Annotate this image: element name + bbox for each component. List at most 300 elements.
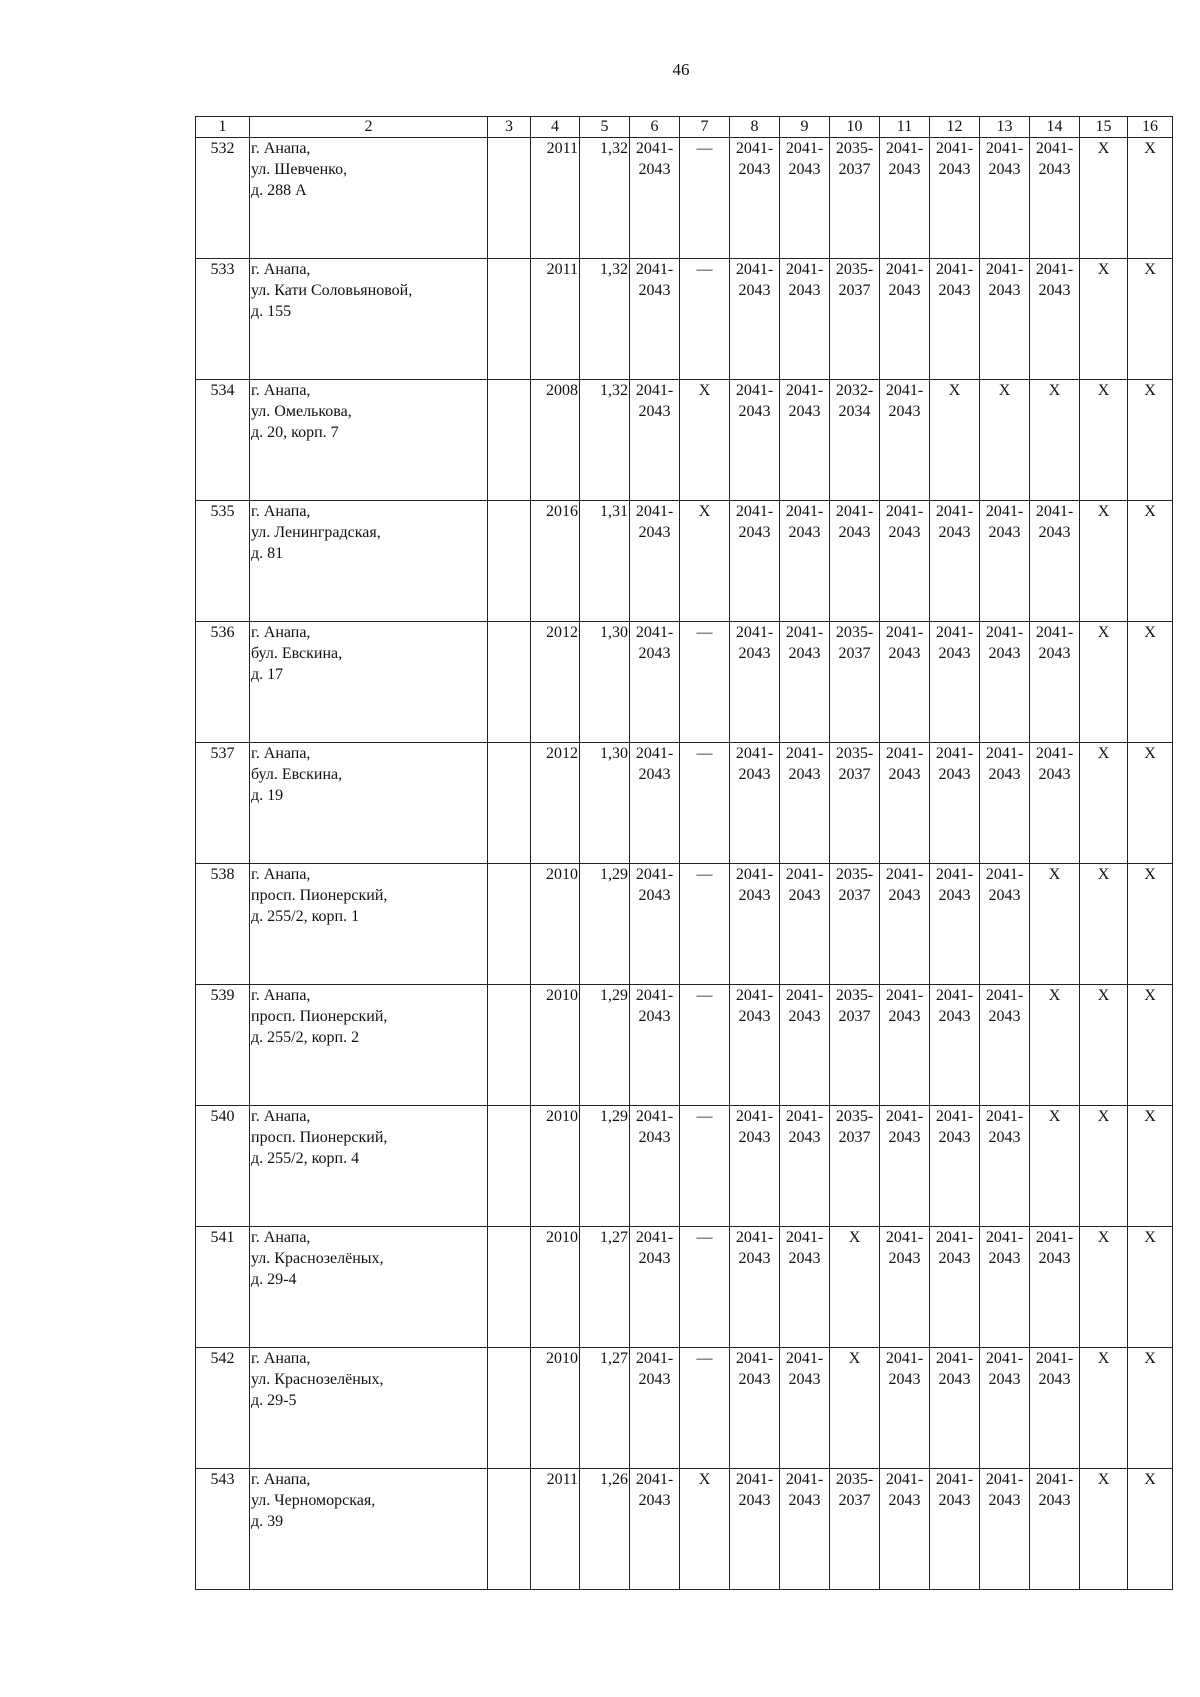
address-cell: [250, 259, 488, 380]
address-line: ул. Краснозелёных,: [251, 1250, 384, 1267]
range-end: 2043: [888, 403, 921, 420]
column-header: 10: [830, 117, 880, 138]
range-end: 2043: [938, 1250, 971, 1267]
range-end: 2043: [638, 524, 671, 541]
range-start: 2041-: [785, 1471, 824, 1488]
cell-col-6: [630, 501, 680, 622]
range-end: 2043: [738, 1371, 771, 1388]
range-end: 2043: [638, 1371, 671, 1388]
range-start: 2041-: [785, 1350, 824, 1367]
cell-col-7: —: [680, 138, 730, 259]
cell-col-7: X: [680, 1469, 730, 1590]
row-number: 540: [196, 1106, 250, 1227]
cell-col-14: X: [1030, 985, 1080, 1106]
range-start: 2041-: [885, 866, 924, 883]
cell-col-8: [730, 138, 780, 259]
column-header: 4: [531, 117, 580, 138]
range-end: 2043: [988, 1371, 1021, 1388]
cell-col-9: [780, 985, 830, 1106]
cell-col-5: 1,32: [580, 138, 630, 259]
cell-col-7: —: [680, 1106, 730, 1227]
range-start: 2032-: [835, 382, 874, 399]
range-start: 2041-: [635, 624, 674, 641]
range-start: 2041-: [935, 745, 974, 762]
range-start: 2035-: [835, 987, 874, 1004]
range-start: 2041-: [885, 1108, 924, 1125]
range-end: 2043: [638, 887, 671, 904]
column-header: 14: [1030, 117, 1080, 138]
register-table: [195, 116, 1173, 1590]
range-end: 2043: [888, 1250, 921, 1267]
table-row: [196, 622, 1173, 743]
cell-col-5: 1,26: [580, 1469, 630, 1590]
range-end: 2043: [638, 282, 671, 299]
range-end: 2043: [888, 1129, 921, 1146]
range-end: 2043: [1038, 645, 1071, 662]
range-end: 2043: [788, 645, 821, 662]
cell-col-11: [880, 864, 930, 985]
range-end: 2043: [738, 1250, 771, 1267]
cell-col-13: [980, 501, 1030, 622]
cell-col-4: 2010: [531, 985, 580, 1106]
range-start: 2041-: [785, 745, 824, 762]
range-start: 2035-: [835, 624, 874, 641]
cell-col-13: [980, 1227, 1030, 1348]
address-line: ул. Краснозелёных,: [251, 1371, 384, 1388]
cell-col-8: [730, 380, 780, 501]
address-line: ул. Омелькова,: [251, 403, 352, 420]
address-cell: [250, 622, 488, 743]
cell-col-13: [980, 259, 1030, 380]
range-start: 2041-: [785, 140, 824, 157]
row-number: 536: [196, 622, 250, 743]
range-end: 2043: [938, 766, 971, 783]
range-start: 2041-: [635, 1350, 674, 1367]
cell-col-14: [1030, 1348, 1080, 1469]
cell-col-6: [630, 1106, 680, 1227]
range-start: 2041-: [735, 140, 774, 157]
cell-col-15: X: [1080, 138, 1128, 259]
range-start: 2041-: [785, 503, 824, 520]
row-number: 541: [196, 1227, 250, 1348]
range-end: 2037: [838, 645, 871, 662]
address-line: г. Анапа,: [251, 1229, 311, 1246]
range-end: 2043: [1038, 766, 1071, 783]
cell-col-11: [880, 1469, 930, 1590]
row-number: 534: [196, 380, 250, 501]
range-end: 2043: [888, 524, 921, 541]
address-line: бул. Евскина,: [251, 645, 343, 662]
cell-col-3: [488, 985, 531, 1106]
cell-col-3: [488, 1348, 531, 1469]
range-end: 2043: [638, 645, 671, 662]
range-start: 2041-: [935, 866, 974, 883]
range-end: 2043: [1038, 1250, 1071, 1267]
cell-col-11: [880, 985, 930, 1106]
address-line: г. Анапа,: [251, 503, 311, 520]
range-start: 2041-: [1035, 1350, 1074, 1367]
range-start: 2041-: [635, 987, 674, 1004]
address-line: д. 29-5: [251, 1392, 297, 1409]
cell-col-3: [488, 1469, 531, 1590]
range-start: 2041-: [1035, 1471, 1074, 1488]
cell-col-6: [630, 985, 680, 1106]
range-start: 2041-: [885, 261, 924, 278]
range-start: 2041-: [785, 382, 824, 399]
address-line: г. Анапа,: [251, 140, 311, 157]
cell-col-3: [488, 743, 531, 864]
cell-col-9: [780, 501, 830, 622]
table-row: [196, 1469, 1173, 1590]
range-start: 2041-: [635, 745, 674, 762]
range-end: 2043: [738, 645, 771, 662]
range-end: 2043: [988, 645, 1021, 662]
cell-col-7: X: [680, 501, 730, 622]
range-start: 2041-: [835, 503, 874, 520]
range-start: 2041-: [1035, 1229, 1074, 1246]
range-end: 2043: [738, 1492, 771, 1509]
cell-col-3: [488, 622, 531, 743]
cell-col-14: [1030, 501, 1080, 622]
address-line: д. 255/2, корп. 1: [251, 908, 360, 925]
column-header: 15: [1080, 117, 1128, 138]
cell-col-10: [830, 380, 880, 501]
address-line: г. Анапа,: [251, 745, 311, 762]
cell-col-14: [1030, 138, 1080, 259]
cell-col-16: X: [1128, 1227, 1173, 1348]
range-end: 2043: [638, 1250, 671, 1267]
cell-col-4: 2010: [531, 864, 580, 985]
range-end: 2043: [738, 282, 771, 299]
row-number: 542: [196, 1348, 250, 1469]
range-end: 2043: [788, 1492, 821, 1509]
cell-col-3: [488, 259, 531, 380]
column-header: 11: [880, 117, 930, 138]
cell-col-4: 2011: [531, 259, 580, 380]
range-end: 2043: [938, 524, 971, 541]
table-body: [196, 138, 1173, 1590]
column-header: 2: [250, 117, 488, 138]
cell-col-11: [880, 622, 930, 743]
range-end: 2043: [888, 1371, 921, 1388]
address-line: просп. Пионерский,: [251, 1129, 388, 1146]
address-cell: [250, 1106, 488, 1227]
cell-col-11: [880, 138, 930, 259]
address-line: ул. Черноморская,: [251, 1492, 376, 1509]
cell-col-8: [730, 1227, 780, 1348]
range-end: 2043: [988, 524, 1021, 541]
address-line: ул. Ленинградская,: [251, 524, 381, 541]
address-line: д. 29-4: [251, 1271, 297, 1288]
range-end: 2043: [788, 887, 821, 904]
range-start: 2041-: [785, 1108, 824, 1125]
range-end: 2037: [838, 887, 871, 904]
range-end: 2037: [838, 1129, 871, 1146]
range-end: 2043: [1038, 161, 1071, 178]
cell-col-15: X: [1080, 864, 1128, 985]
address-line: г. Анапа,: [251, 1108, 311, 1125]
range-start: 2041-: [635, 1471, 674, 1488]
range-start: 2041-: [785, 624, 824, 641]
range-start: 2041-: [1035, 745, 1074, 762]
range-end: 2043: [788, 161, 821, 178]
cell-col-11: [880, 501, 930, 622]
address-line: г. Анапа,: [251, 987, 311, 1004]
range-start: 2041-: [635, 866, 674, 883]
cell-col-5: 1,31: [580, 501, 630, 622]
cell-col-11: [880, 380, 930, 501]
row-number: 543: [196, 1469, 250, 1590]
cell-col-8: [730, 1469, 780, 1590]
cell-col-5: 1,29: [580, 985, 630, 1106]
range-start: 2041-: [985, 1350, 1024, 1367]
cell-col-10: [830, 138, 880, 259]
column-header: 13: [980, 117, 1030, 138]
cell-col-13: X: [980, 380, 1030, 501]
range-end: 2037: [838, 1492, 871, 1509]
cell-col-12: [930, 1348, 980, 1469]
cell-col-11: [880, 1227, 930, 1348]
range-start: 2041-: [985, 745, 1024, 762]
address-line: д. 255/2, корп. 4: [251, 1150, 360, 1167]
range-start: 2041-: [985, 140, 1024, 157]
range-start: 2041-: [885, 745, 924, 762]
range-start: 2041-: [635, 261, 674, 278]
address-line: бул. Евскина,: [251, 766, 343, 783]
table-row: [196, 985, 1173, 1106]
cell-col-10: [830, 1469, 880, 1590]
row-number: 535: [196, 501, 250, 622]
cell-col-16: X: [1128, 259, 1173, 380]
cell-col-8: [730, 501, 780, 622]
range-end: 2043: [788, 282, 821, 299]
column-header: 6: [630, 117, 680, 138]
range-start: 2041-: [735, 503, 774, 520]
range-start: 2035-: [835, 261, 874, 278]
range-end: 2043: [988, 282, 1021, 299]
cell-col-15: X: [1080, 1227, 1128, 1348]
cell-col-4: 2012: [531, 622, 580, 743]
address-line: просп. Пионерский,: [251, 1008, 388, 1025]
range-end: 2043: [988, 1492, 1021, 1509]
range-start: 2041-: [735, 866, 774, 883]
table-row: [196, 501, 1173, 622]
cell-col-10: [830, 985, 880, 1106]
cell-col-14: X: [1030, 380, 1080, 501]
cell-col-13: [980, 1348, 1030, 1469]
cell-col-3: [488, 138, 531, 259]
cell-col-9: [780, 138, 830, 259]
cell-col-5: 1,27: [580, 1227, 630, 1348]
range-start: 2035-: [835, 1108, 874, 1125]
range-start: 2041-: [935, 987, 974, 1004]
address-cell: [250, 1348, 488, 1469]
range-end: 2043: [638, 1492, 671, 1509]
range-end: 2043: [888, 161, 921, 178]
range-start: 2041-: [735, 1229, 774, 1246]
cell-col-16: X: [1128, 138, 1173, 259]
cell-col-14: [1030, 259, 1080, 380]
row-number: 539: [196, 985, 250, 1106]
cell-col-13: [980, 622, 1030, 743]
cell-col-15: X: [1080, 380, 1128, 501]
cell-col-8: [730, 864, 780, 985]
range-end: 2043: [1038, 1492, 1071, 1509]
cell-col-6: [630, 1227, 680, 1348]
column-header: 7: [680, 117, 730, 138]
range-start: 2041-: [935, 1471, 974, 1488]
header-row: [196, 117, 1173, 138]
cell-col-7: —: [680, 743, 730, 864]
range-end: 2043: [888, 645, 921, 662]
range-start: 2041-: [985, 261, 1024, 278]
cell-col-4: 2008: [531, 380, 580, 501]
table-row: [196, 864, 1173, 985]
cell-col-14: [1030, 1469, 1080, 1590]
cell-col-5: 1,29: [580, 864, 630, 985]
cell-col-16: X: [1128, 622, 1173, 743]
address-line: г. Анапа,: [251, 1471, 311, 1488]
range-start: 2041-: [885, 1229, 924, 1246]
range-end: 2043: [938, 1008, 971, 1025]
range-end: 2043: [738, 1008, 771, 1025]
range-end: 2043: [788, 1371, 821, 1388]
range-end: 2043: [738, 766, 771, 783]
range-start: 2041-: [985, 624, 1024, 641]
cell-col-4: 2010: [531, 1348, 580, 1469]
table-row: [196, 138, 1173, 259]
cell-col-9: [780, 743, 830, 864]
range-end: 2043: [788, 524, 821, 541]
range-end: 2037: [838, 161, 871, 178]
row-number: 533: [196, 259, 250, 380]
address-line: просп. Пионерский,: [251, 887, 388, 904]
cell-col-6: [630, 622, 680, 743]
range-end: 2043: [788, 1008, 821, 1025]
cell-col-10: [830, 864, 880, 985]
cell-col-4: 2011: [531, 138, 580, 259]
address-cell: [250, 138, 488, 259]
range-end: 2043: [838, 524, 871, 541]
address-line: ул. Кати Соловьяновой,: [251, 282, 413, 299]
cell-col-15: X: [1080, 1469, 1128, 1590]
address-line: г. Анапа,: [251, 866, 311, 883]
range-end: 2043: [788, 1129, 821, 1146]
cell-col-5: 1,32: [580, 380, 630, 501]
column-header: 9: [780, 117, 830, 138]
range-start: 2041-: [935, 261, 974, 278]
address-line: д. 17: [251, 666, 284, 683]
address-line: д. 19: [251, 787, 284, 804]
range-start: 2041-: [885, 987, 924, 1004]
range-end: 2043: [788, 403, 821, 420]
range-end: 2043: [638, 403, 671, 420]
cell-col-16: X: [1128, 864, 1173, 985]
range-end: 2043: [988, 1008, 1021, 1025]
range-end: 2043: [938, 1371, 971, 1388]
cell-col-12: [930, 743, 980, 864]
cell-col-10: [830, 259, 880, 380]
cell-col-15: X: [1080, 743, 1128, 864]
range-end: 2043: [738, 403, 771, 420]
range-start: 2041-: [985, 987, 1024, 1004]
range-end: 2043: [988, 1250, 1021, 1267]
address-line: д. 255/2, корп. 2: [251, 1029, 360, 1046]
range-start: 2041-: [735, 261, 774, 278]
address-line: д. 39: [251, 1513, 284, 1530]
cell-col-9: [780, 622, 830, 743]
cell-col-14: X: [1030, 864, 1080, 985]
range-end: 2034: [838, 403, 871, 420]
cell-col-16: X: [1128, 1348, 1173, 1469]
cell-col-6: [630, 259, 680, 380]
cell-col-5: 1,27: [580, 1348, 630, 1469]
row-number: 537: [196, 743, 250, 864]
range-start: 2041-: [785, 866, 824, 883]
range-start: 2035-: [835, 1471, 874, 1488]
table-row: [196, 1348, 1173, 1469]
range-end: 2043: [738, 887, 771, 904]
range-start: 2041-: [935, 1350, 974, 1367]
range-end: 2043: [738, 161, 771, 178]
cell-col-9: [780, 380, 830, 501]
cell-col-12: [930, 622, 980, 743]
cell-col-11: [880, 1348, 930, 1469]
address-line: г. Анапа,: [251, 261, 311, 278]
range-start: 2041-: [635, 1229, 674, 1246]
cell-col-6: [630, 1469, 680, 1590]
range-end: 2043: [788, 766, 821, 783]
cell-col-10: [830, 622, 880, 743]
range-end: 2043: [638, 161, 671, 178]
cell-col-4: 2011: [531, 1469, 580, 1590]
cell-col-6: [630, 743, 680, 864]
range-start: 2041-: [885, 624, 924, 641]
range-start: 2041-: [635, 503, 674, 520]
range-start: 2041-: [885, 503, 924, 520]
cell-col-4: 2010: [531, 1227, 580, 1348]
cell-col-3: [488, 380, 531, 501]
cell-col-16: X: [1128, 1106, 1173, 1227]
range-start: 2041-: [735, 1108, 774, 1125]
cell-col-13: [980, 864, 1030, 985]
cell-col-12: [930, 138, 980, 259]
cell-col-15: X: [1080, 622, 1128, 743]
cell-col-7: —: [680, 622, 730, 743]
cell-col-8: [730, 1348, 780, 1469]
cell-col-9: [780, 1348, 830, 1469]
range-end: 2043: [888, 766, 921, 783]
cell-col-5: 1,32: [580, 259, 630, 380]
cell-col-8: [730, 259, 780, 380]
range-start: 2035-: [835, 140, 874, 157]
cell-col-11: [880, 1106, 930, 1227]
address-line: д. 155: [251, 303, 292, 320]
range-end: 2043: [938, 887, 971, 904]
cell-col-5: 1,30: [580, 743, 630, 864]
cell-col-14: X: [1030, 1106, 1080, 1227]
cell-col-10: X: [830, 1348, 880, 1469]
cell-col-9: [780, 1227, 830, 1348]
range-end: 2043: [938, 1492, 971, 1509]
cell-col-3: [488, 864, 531, 985]
range-start: 2035-: [835, 866, 874, 883]
range-end: 2043: [1038, 282, 1071, 299]
cell-col-14: [1030, 743, 1080, 864]
cell-col-11: [880, 259, 930, 380]
cell-col-8: [730, 985, 780, 1106]
range-end: 2043: [938, 1129, 971, 1146]
